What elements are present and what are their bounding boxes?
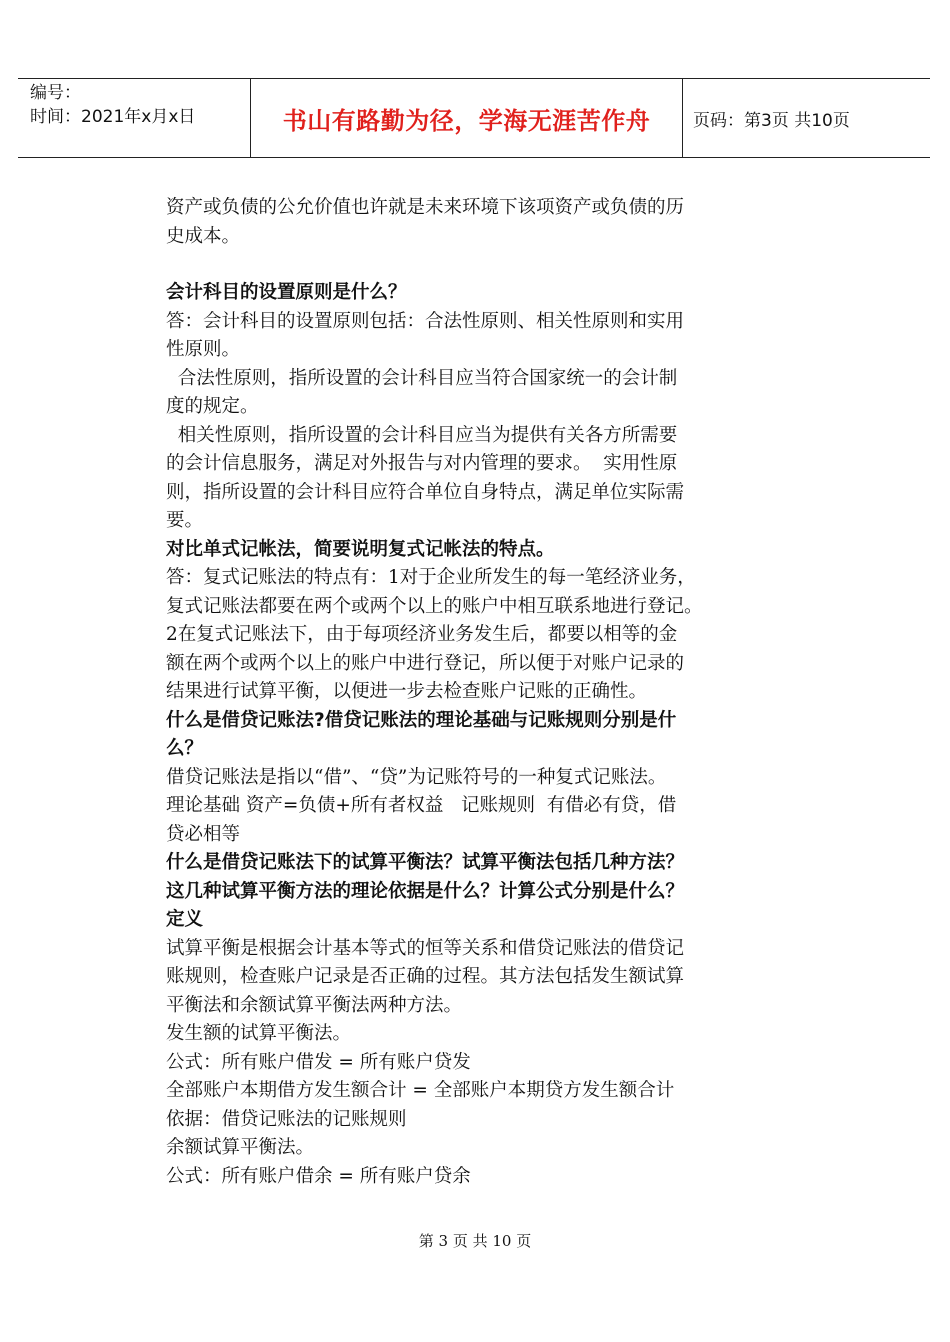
question-heading: 定义 <box>166 909 204 930</box>
paragraph-line: 理论基础 资产=负债+所有者权益 记账规则 有借必有贷，借 <box>166 795 677 816</box>
paragraph-line: 合法性原则，指所设置的会计科目应当符合国家统一的会计制 <box>166 367 678 389</box>
paragraph-line: 公式：所有账户借余 = 所有账户贷余 <box>166 1165 471 1187</box>
paragraph-line: 余额试算平衡法。 <box>166 1137 315 1158</box>
paragraph-line: 资产或负债的公允价值也许就是未来环境下该项资产或负债的历 <box>166 197 685 218</box>
page-header <box>18 78 930 158</box>
paragraph-line: 则，指所设置的会计科目应符合单位自身特点，满足单位实际需 <box>166 481 685 503</box>
header-motto: 书山有路勤为径，学海无涯苦作舟 <box>251 79 683 157</box>
question-heading: 会计科目的设置原则是什么？ <box>166 282 407 303</box>
question-heading: 对比单式记帐法，简要说明复式记帐法的特点。 <box>166 538 555 560</box>
header-page-code: 页码：第3页 共10页 <box>693 110 850 131</box>
paragraph-line: 全部账户本期借方发生额合计 = 全部账户本期贷方发生额合计 <box>166 1080 675 1101</box>
question-heading: 这几种试算平衡方法的理论依据是什么？计算公式分别是什么？ <box>166 880 685 902</box>
blank-line <box>166 251 796 279</box>
paragraph-line: 平衡法和余额试算平衡法两种方法。 <box>166 994 463 1016</box>
paragraph-line: 试算平衡是根据会计基本等式的恒等关系和借贷记账法的借贷记 <box>166 937 685 959</box>
paragraph-line: 相关性原则，指所设置的会计科目应当为提供有关各方所需要 <box>166 424 678 446</box>
paragraph-line: 的会计信息服务，满足对外报告与对内管理的要求。 实用性原 <box>166 453 678 474</box>
question-heading: 什么是借贷记账法?借贷记账法的理论基础与记账规则分别是什 <box>166 709 677 731</box>
paragraph-line: 复式记账法都要在两个或两个以上的账户中相互联系地进行登记。 <box>166 595 703 617</box>
paragraph-line: 答：会计科目的设置原则包括：合法性原则、相关性原则和实用 <box>166 310 685 332</box>
paragraph-line: 账规则，检查账户记录是否正确的过程。其方法包括发生额试算 <box>166 966 685 987</box>
paragraph-line: 借贷记账法是指以“借”、“贷”为记账符号的一种复式记账法。 <box>166 766 667 788</box>
page-footer: 第 3 页 共 10 页 <box>418 1232 532 1250</box>
paragraph-line: 贷必相等 <box>166 823 241 845</box>
paragraph-line: 2在复式记账法下，由于每项经济业务发生后，都要以相等的金 <box>166 624 678 645</box>
paragraph-line: 依据：借贷记账法的记账规则 <box>166 1108 407 1130</box>
paragraph-line: 要。 <box>166 510 204 531</box>
document-number-label: 编号： <box>30 83 81 103</box>
paragraph-line: 发生额的试算平衡法。 <box>166 1023 352 1044</box>
document-time-label: 时间：2021年x月x日 <box>30 107 196 127</box>
paragraph-line: 度的规定。 <box>166 396 259 417</box>
document-body <box>166 194 796 1191</box>
paragraph-line: 性原则。 <box>166 339 241 360</box>
paragraph-line: 答：复式记账法的特点有：1对于企业所发生的每一笔经济业务， <box>166 567 696 588</box>
question-heading: 么？ <box>166 738 204 759</box>
paragraph-line: 史成本。 <box>166 225 241 247</box>
paragraph-line: 结果进行试算平衡，以便进一步去检查账户记账的正确性。 <box>166 681 648 702</box>
paragraph-line: 额在两个或两个以上的账户中进行登记，所以便于对账户记录的 <box>166 652 685 674</box>
question-heading: 什么是借贷记账法下的试算平衡法？试算平衡法包括几种方法？ <box>166 852 685 873</box>
header-meta <box>18 79 251 157</box>
paragraph-line: 公式：所有账户借发 = 所有账户贷发 <box>166 1051 471 1073</box>
